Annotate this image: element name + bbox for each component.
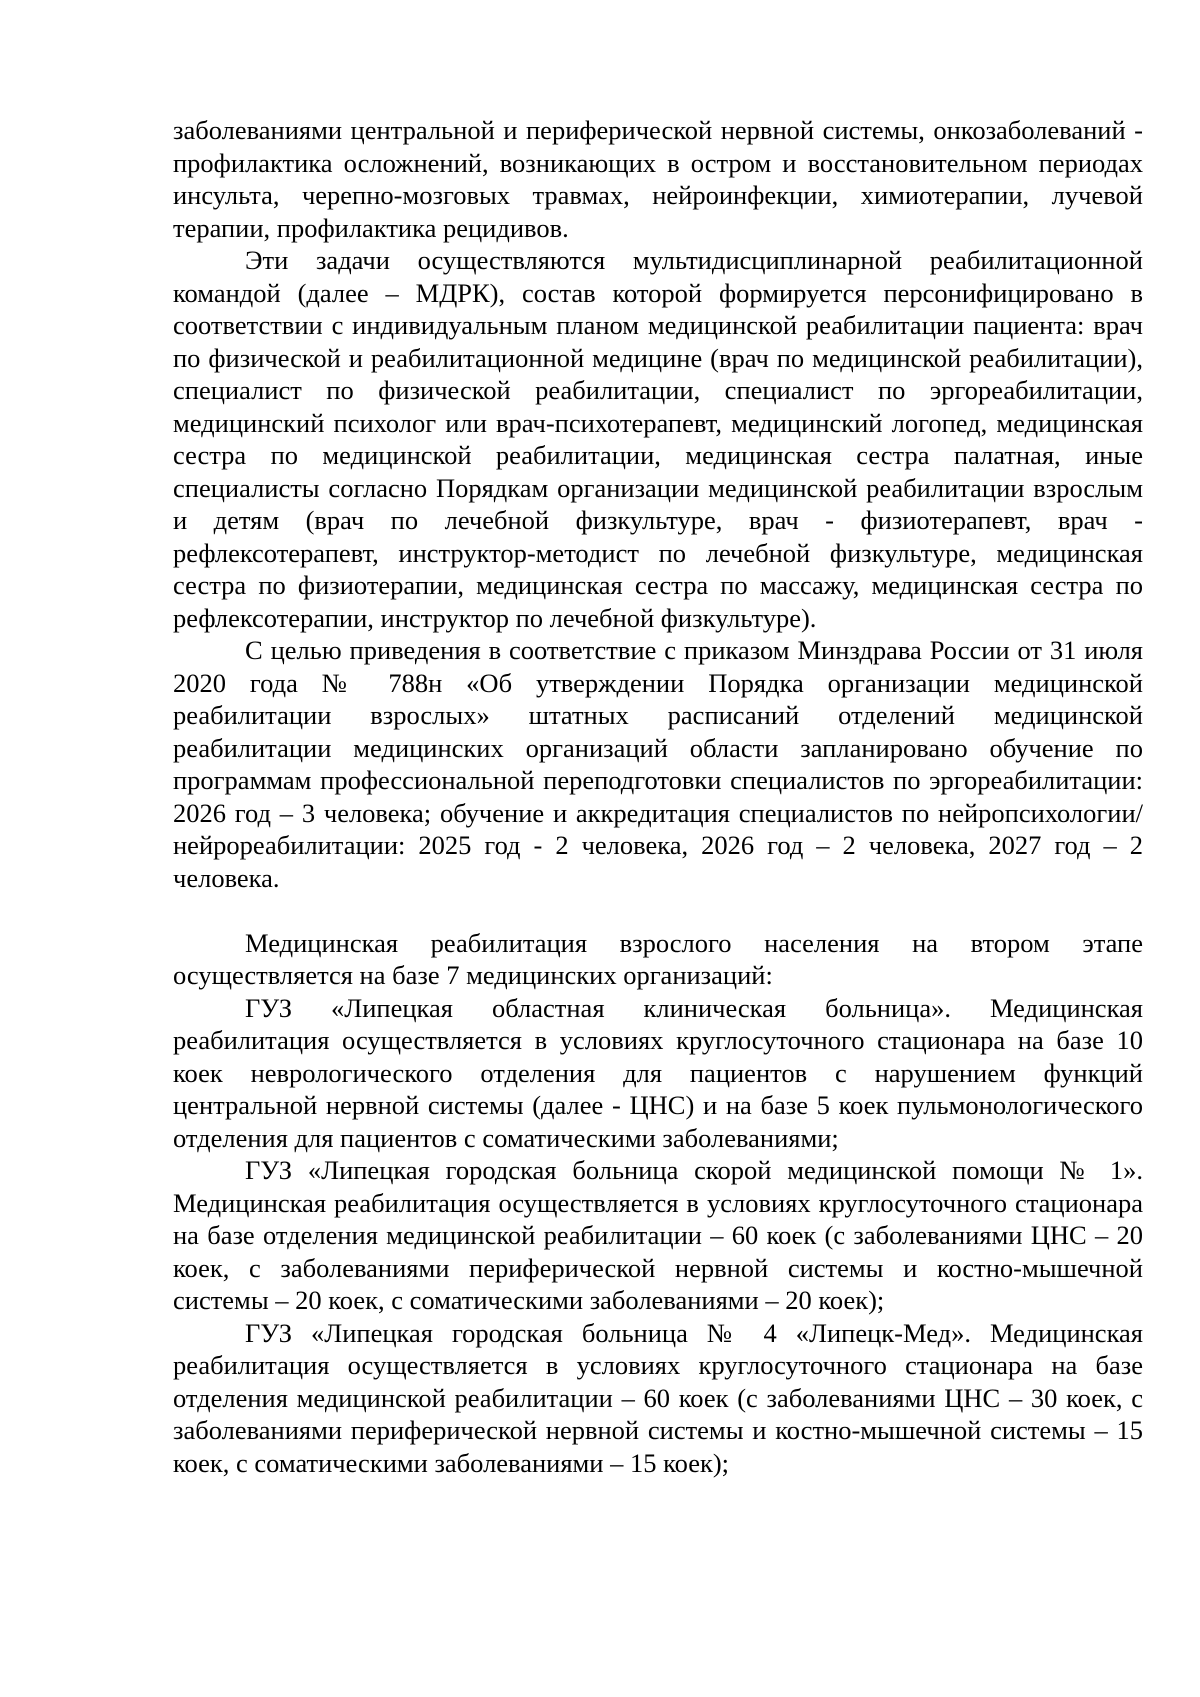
paragraph-spacer [173,894,1143,927]
paragraph-regional-hospital: ГУЗ «Липецкая областная клиническая больница». Медицинская реабилитация осуществляется в условиях круглосуточного стационара на базе 10 коек неврологического отделения для пациентов с нарушением функций центральной нервной системы (далее - ЦНС) и на базе 5 коек пульмонологического отделения для пациентов с соматическими заболеваниями; [173,992,1143,1153]
paragraph-continued-conditions: заболеваниями центральной и периферической нервной системы, онкозаболеваний - профилактика осложнений, возникающих в остром и восстановительном периодах инсульта, черепно-мозговых травмах, нейроинфекции, химиотерапии, лучевой терапии, профилактика рецидивов. [173,115,1143,243]
paragraph-training-plan: С целью приведения в соответствие с приказом Минздрава России от 31 июля 2020 года № 788н «Об утверждении Порядка организации медицинской реабилитации взрослых» штатных расписаний отделений медицинской реабилитации медицинских организаций области запланировано обучение по программам профессиональной переподготовки специалистов по эргореабилитации: 2026 год – 3 человека; обучение и аккредитация специалистов по нейропсихологии/нейрореабилитации: 2025 год - 2 человека, 2026 год – 2 человека, 2027 год – 2 человека. [173,635,1143,893]
paragraph-city-hospital-4: ГУЗ «Липецкая городская больница № 4 «Липецк-Мед». Медицинская реабилитация осуществляется в условиях круглосуточного стационара на базе отделения медицинской реабилитации – 60 коек (с заболеваниями ЦНС – 30 коек, с заболеваниями периферической нервной системы и костно-мышечной системы – 15 коек, с соматическими заболеваниями – 15 коек); [173,1317,1143,1478]
paragraph-mdrk-team: Эти задачи осуществляются мультидисциплинарной реабилитационной командой (далее – МДРК), состав которой формируется персонифицировано в соответствии с индивидуальным планом медицинской реабилитации пациента: врач по физической и реабилитационной медицине (врач по медицинской реабилитации), специалист по физической реабилитации, специалист по эргореабилитации, медицинский психолог или врач-психотерапевт, медицинский логопед, медицинская сестра по медицинской реабилитации, медицинская сестра палатная, иные специалисты согласно Порядкам организации медицинской реабилитации взрослым и детям (врач по лечебной физкультуре, врач - физиотерапевт, врач - рефлексотерапевт, инструктор-методист по лечебной физкультуре, медицинская сестра по физиотерапии, медицинская сестра по массажу, медицинская сестра по рефлексотерапии, инструктор по лечебной физкультуре). [173,245,1143,633]
paragraph-second-stage-intro: Медицинская реабилитация взрослого населения на втором этапе осуществляется на базе 7 медицинских организаций: [173,927,1143,990]
document-body [173,114,1143,1479]
paragraph-emergency-hospital-1: ГУЗ «Липецкая городская больница скорой медицинской помощи № 1». Медицинская реабилитация осуществляется в условиях круглосуточного стационара на базе отделения медицинской реабилитации – 60 коек (с заболеваниями ЦНС – 20 коек, с заболеваниями периферической нервной системы и костно-мышечной системы – 20 коек, с соматическими заболеваниями – 20 коек); [173,1155,1143,1315]
